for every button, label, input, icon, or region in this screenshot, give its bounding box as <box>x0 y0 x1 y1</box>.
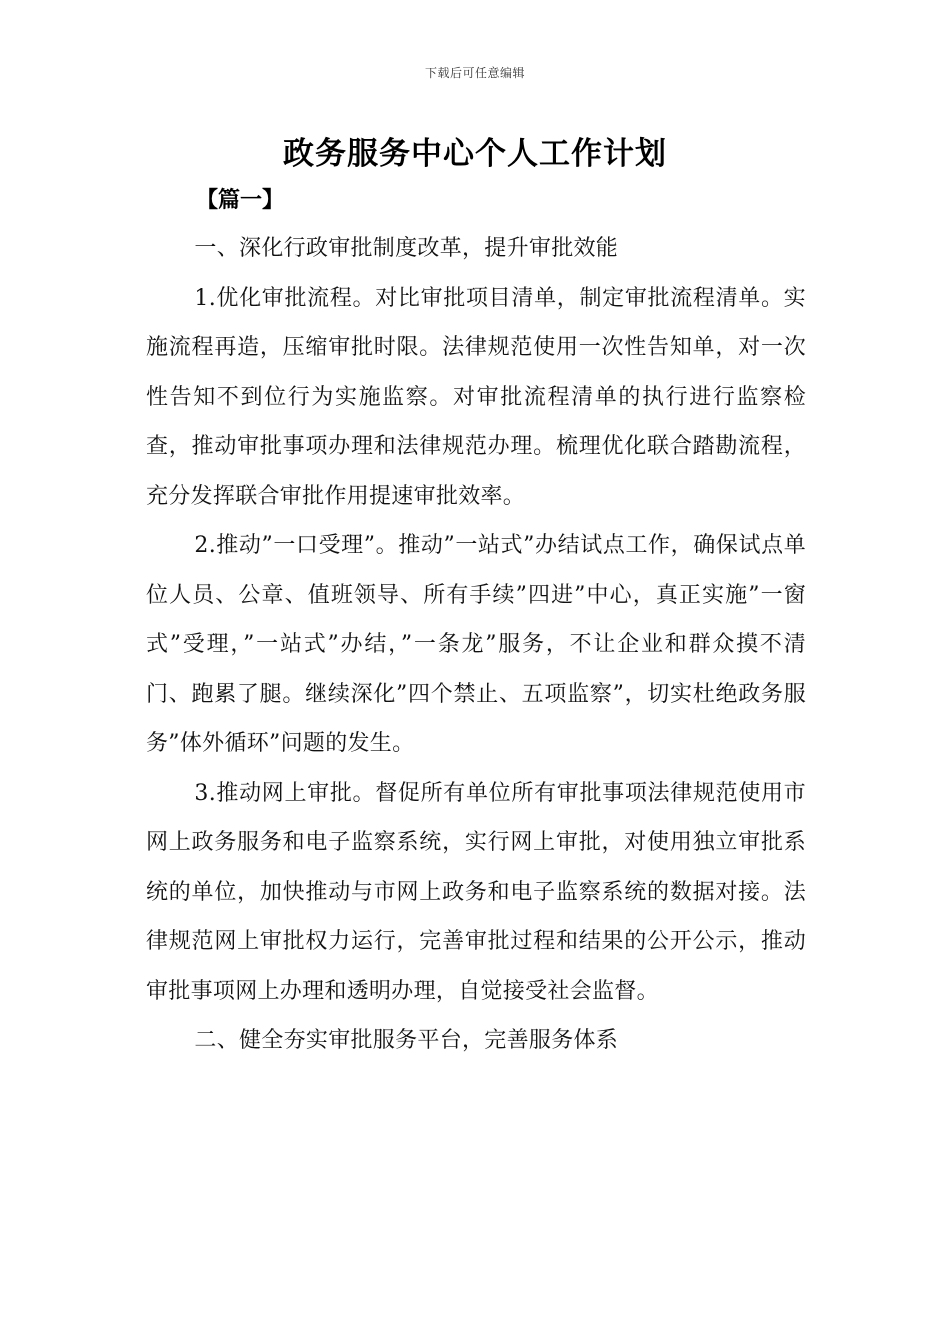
section-tag: 【篇一】 <box>196 188 285 213</box>
section-heading-1: 一、深化行政审批制度改革，提升审批效能 <box>194 236 619 261</box>
document-title: 政务服务中心个人工作计划 <box>283 136 667 172</box>
paragraph-1: 1.优化审批流程。对比审批项目清单，制定审批流程清单。实施流程再造，压缩审批时限。法律规范使用一次性告知单，对一次性告知不到位行为实施监察。对审批流程清单的执行进行监察检查，推动审批事项办理和法律规范办理。梳理优化联合踏勘流程，充分发挥联合审批作用提速审批效率。 <box>146 285 806 509</box>
paragraph-2: 2.推动”一口受理”。推动”一站式”办结试点工作，确保试点单位人员、公章、值班领导、所有手续”四进”中心，真正实施”一窗式”受理，”一站式”办结，”一条龙”服务，不让企业和群众摸不清门、跑累了腿。继续深化”四个禁止、五项监察”，切实杜绝政务服务”体外循环”问题的发生。 <box>146 533 806 756</box>
header-note: 下载后可任意编辑 <box>424 66 525 80</box>
paragraph-3: 3.推动网上审批。督促所有单位所有审批事项法律规范使用市网上政务服务和电子监察系统，实行网上审批，对使用独立审批系统的单位，加快推动与市网上政务和电子监察系统的数据对接。法律规范网上审批权力运行，完善审批过程和结果的公开公示，推动审批事项网上办理和透明办理，自觉接受社会监督。 <box>146 780 806 1004</box>
document-body <box>146 224 806 1066</box>
section-heading-2: 二、健全夯实审批服务平台，完善服务体系 <box>194 1028 619 1053</box>
